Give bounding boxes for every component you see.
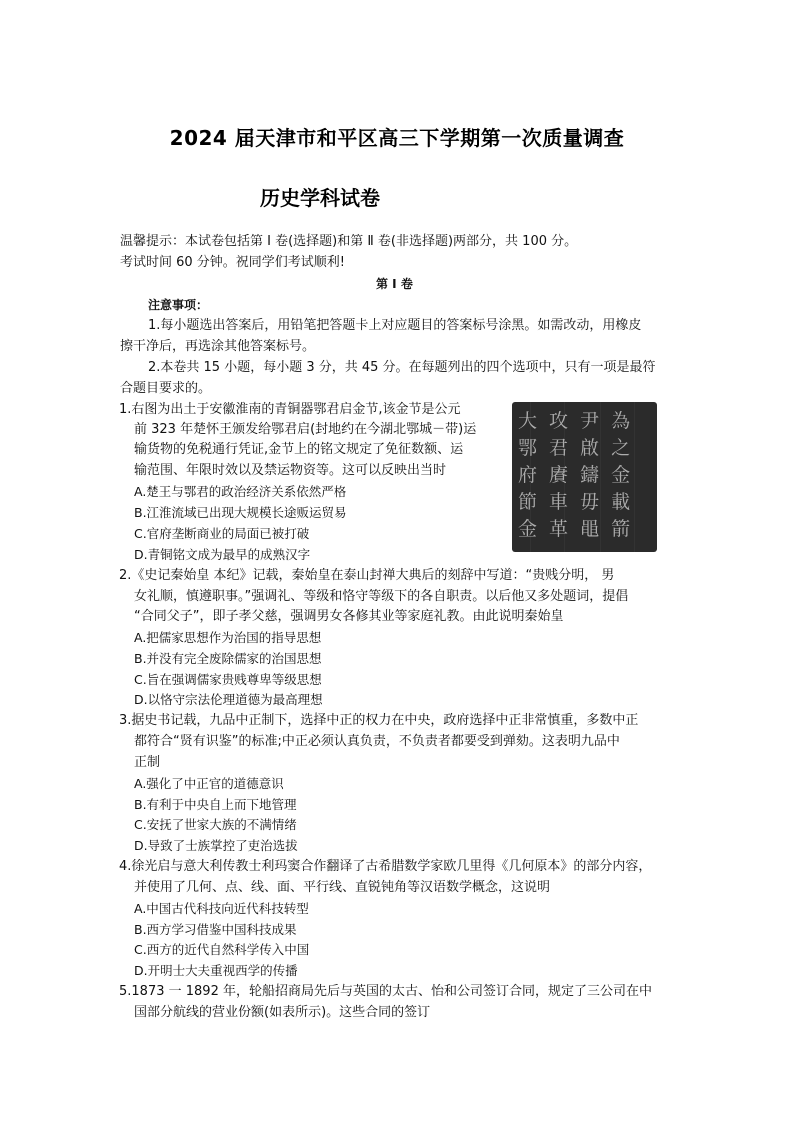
- q5-line2: 国部分航线的营业份额(如表所示)。这些合同的签订: [134, 1005, 431, 1020]
- exam-title: 2024 届天津市和平区高三下学期第一次质量调查: [169, 126, 625, 150]
- q1-line4: 输范围、年限时效以及禁运物资等。这可以反映出当时: [134, 463, 447, 478]
- q1-option-a: A.楚王与鄂君的政治经济关系依然严格: [134, 484, 347, 499]
- section-label: 第 I 卷: [376, 277, 413, 291]
- q1-line2: 前 323 年楚怀王颁发给鄂君启(封地约在今湖北鄂城－带)运: [134, 422, 477, 437]
- q1-line1: 1.右图为出土于安徽淮南的青铜器鄂君启金节,该金节是公元: [119, 402, 461, 417]
- q3-option-c: C.安抚了世家大族的不满情绪: [134, 817, 297, 832]
- note1-line2: 擦干净后，再选涂其他答案标号。: [120, 339, 316, 354]
- q3-option-a: A.强化了中正官的道德意识: [134, 776, 284, 791]
- q3-line1: 3.据史书记载，九品中正制下，选择中正的权力在中央，政府选择中正非常慎重，多数中正: [119, 713, 639, 728]
- q2-option-d: D.以恪守宗法伦理道德为最高理想: [134, 692, 323, 707]
- q1-option-d: D.青铜铭文成为最早的成熟汉字: [134, 547, 311, 562]
- q5-line1: 5.1873 一 1892 年，轮船招商局先后与英国的太古、怡和公司签订合同，规定了三公司在中: [119, 984, 652, 999]
- exam-subtitle: 历史学科试卷: [260, 186, 380, 210]
- q4-option-b: B.西方学习借鉴中国科技成果: [134, 922, 297, 937]
- q1-option-b: B.江淮流域已出现大规模长途贩运贸易: [134, 505, 347, 520]
- notes-heading: 注意事项：: [148, 298, 209, 312]
- note2-line2: 合题目要求的。: [120, 381, 212, 396]
- q3-option-d: D.导致了士族掌控了吏治选拔: [134, 838, 298, 853]
- bronze-inscription: 大 攻 尹 為 鄂 君 啟 之 府 賡 鑄 金 節 車 毋 載 金 革 黽 箭: [518, 410, 634, 540]
- tip-line-2: 考试时间 60 分钟。祝同学们考试顺利!: [120, 255, 346, 270]
- q4-option-a: A.中国古代科技向近代科技转型: [134, 901, 309, 916]
- note2-line1: 2.本卷共 15 小题，每小题 3 分，共 45 分。在每题列出的四个选项中，只有一项是最符: [148, 360, 656, 375]
- tip-line-1: 温馨提示：本试卷包括第 I 卷(选择题)和第 Ⅱ 卷(非选择题)两部分，共 100 分。: [120, 234, 578, 249]
- q2-option-a: A.把儒家思想作为治国的指导思想: [134, 630, 322, 645]
- q4-line2: 并使用了几何、点、线、面、平行线、直锐钝角等汉语数学概念，这说明: [134, 880, 551, 895]
- note1-line1: 1.每小题选出答案后，用铅笔把答题卡上对应题目的答案标号涂黑。如需改动，用橡皮: [148, 318, 642, 333]
- q3-line2: 都符合“贤有识鉴”的标准;中正必须认真负责，不负责者都要受到弹劾。这表明九品中: [134, 734, 620, 749]
- q1-line3: 输货物的免税通行凭证,金节上的铭文规定了免征数额、运: [134, 442, 464, 457]
- bronze-tally-photo: [512, 402, 657, 552]
- q2-option-b: B.并没有完全废除儒家的治国思想: [134, 651, 322, 666]
- q2-line1: 2.《史记秦始皇 本纪》记载，秦始皇在泰山封禅大典后的刻辞中写道：“贵贱分明， 男: [119, 568, 615, 583]
- q4-option-c: C.西方的近代自然科学传入中国: [134, 942, 310, 957]
- q4-line1: 4.徐光启与意大利传教士利玛窦合作翻译了古希腊数学家欧几里得《几何原本》的部分内容，: [119, 859, 652, 874]
- q3-line3: 正制: [134, 755, 161, 770]
- q3-option-b: B.有利于中央自上而下地管理: [134, 797, 297, 812]
- q2-option-c: C.旨在强调儒家贵贱尊卑等级思想: [134, 672, 322, 687]
- q2-line3: “合同父子”，即子孝父慈，强调男女各修其业等家庭礼教。由此说明秦始皇: [134, 609, 564, 624]
- q4-option-d: D.开明士大夫重视西学的传播: [134, 963, 298, 978]
- q1-option-c: C.官府垄断商业的局面已被打破: [134, 526, 310, 541]
- q2-line2: 女礼顺，慎遵职事。”强调礼、等级和恪守等级下的各自职责。以后他又多处题词，提倡: [134, 589, 629, 604]
